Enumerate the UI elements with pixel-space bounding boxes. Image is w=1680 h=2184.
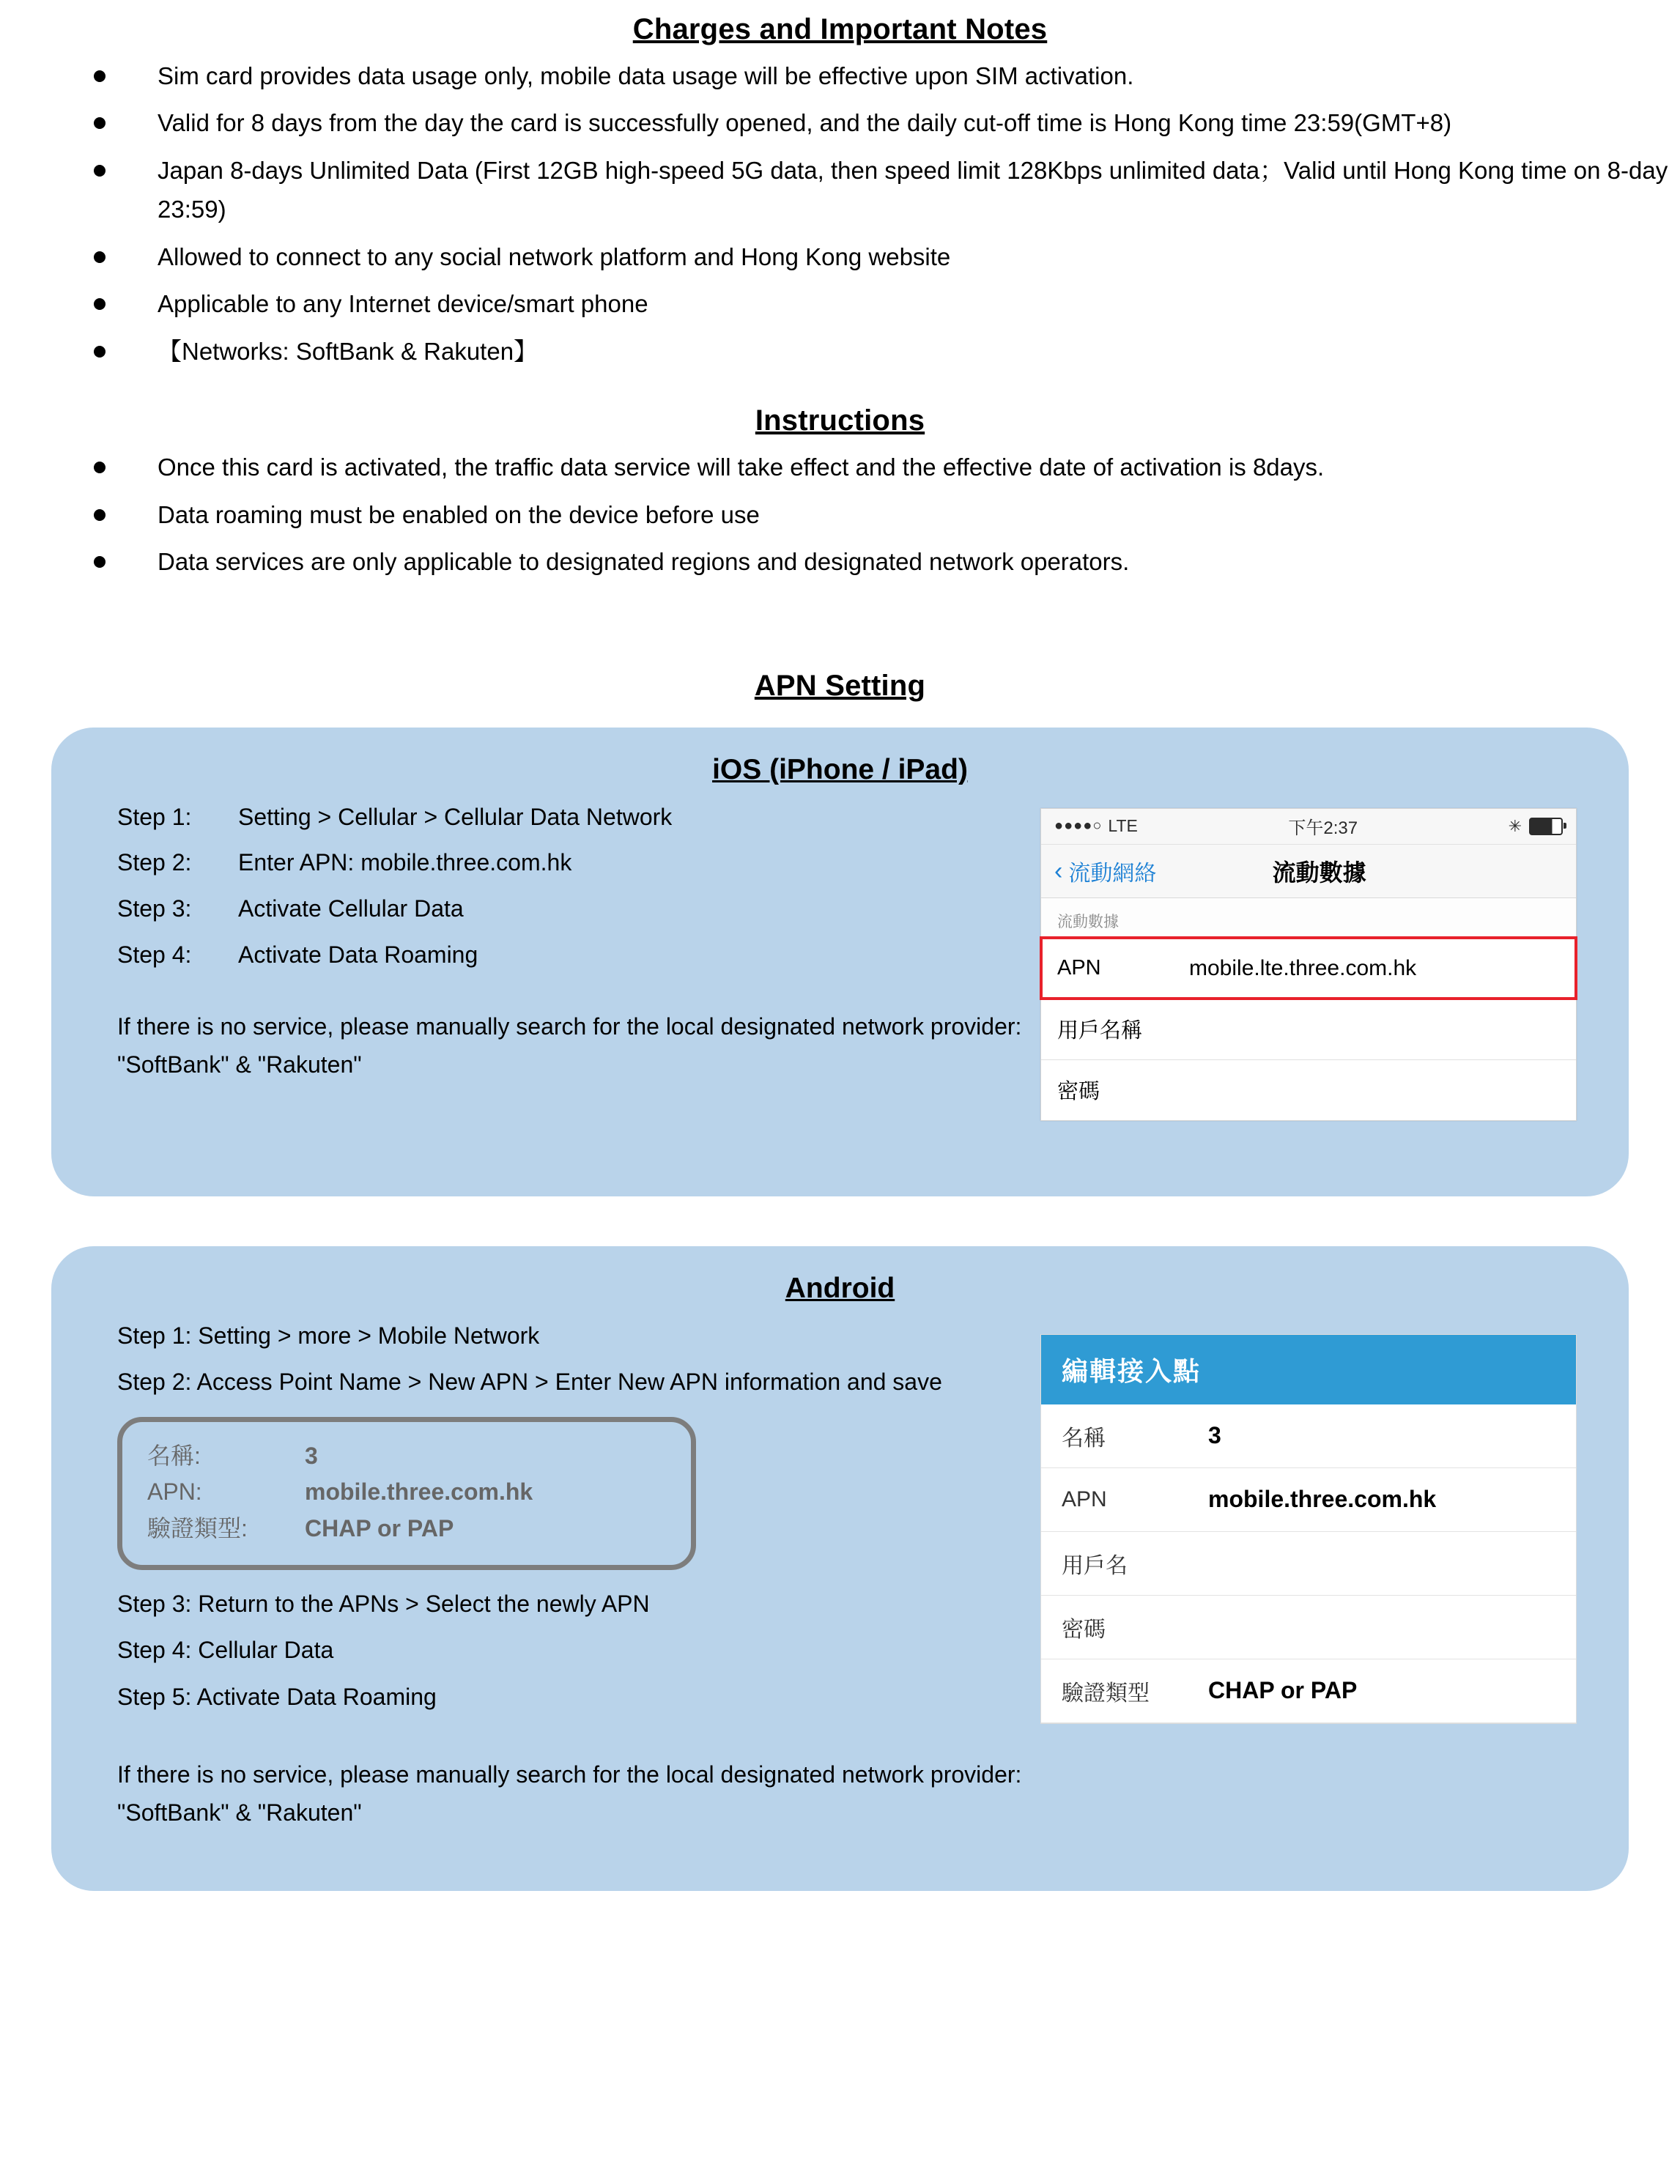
list-item bbox=[0, 448, 1680, 486]
list-item-text: Applicable to any Internet device/smart phone bbox=[158, 290, 648, 318]
android-info-apn-key: APN: bbox=[147, 1478, 202, 1506]
android-panel bbox=[51, 1246, 1629, 1891]
list-item-text: Allowed to connect to any social network platform and Hong Kong website bbox=[158, 243, 951, 270]
list-item bbox=[0, 103, 1680, 142]
android-step-5: Step 5: Activate Data Roaming bbox=[117, 1683, 437, 1710]
android-info-auth-row bbox=[147, 1511, 666, 1547]
back-button-label: 流動網絡 bbox=[1068, 861, 1157, 886]
list-item bbox=[0, 56, 1680, 95]
ios-username-row[interactable] bbox=[1041, 999, 1576, 1059]
ios-step-1 bbox=[117, 802, 1026, 832]
list-item bbox=[0, 237, 1680, 276]
android-info-name-value: 3 bbox=[305, 1442, 318, 1469]
android-no-service-note: If there is no service, please manually search for the local designated network provider: "SoftBank" & "Rakuten" bbox=[117, 1761, 1022, 1826]
android-step-2: Step 2: Access Point Name > New APN > Enter New APN information and save bbox=[117, 1369, 942, 1396]
ios-step-4 bbox=[117, 940, 1026, 970]
android-name-key: 名稱 bbox=[1062, 1426, 1106, 1451]
list-item-text: Sim card provides data usage only, mobile data usage will be effective upon SIM activation. bbox=[158, 62, 1134, 89]
android-username-key: 用戶名 bbox=[1062, 1553, 1128, 1578]
ios-nav-bar bbox=[1041, 845, 1576, 898]
android-screenshot-header: 編輯接入點 bbox=[1041, 1335, 1576, 1404]
android-info-apn-value: mobile.three.com.hk bbox=[305, 1478, 533, 1506]
ios-step-3-text: Activate Cellular Data bbox=[238, 895, 464, 922]
android-auth-key: 驗證類型 bbox=[1062, 1681, 1150, 1706]
ios-step-3 bbox=[117, 894, 1026, 924]
android-info-name-row bbox=[147, 1438, 666, 1475]
ios-no-service-note: If there is no service, please manually search for the local designated network provider: "SoftBank" & "Rakuten" bbox=[117, 1013, 1022, 1078]
ios-nav-title: 流動數據 bbox=[1272, 859, 1366, 886]
android-password-row[interactable] bbox=[1041, 1596, 1576, 1659]
ios-step-1-label: Step 1: bbox=[117, 803, 192, 830]
ios-apn-value: mobile.lte.three.com.hk bbox=[1189, 955, 1417, 980]
ios-apn-key: APN bbox=[1057, 956, 1101, 980]
list-item bbox=[0, 495, 1680, 534]
android-info-apn-row bbox=[147, 1474, 666, 1511]
android-panel-title: Android bbox=[785, 1272, 895, 1304]
android-auth-row[interactable] bbox=[1041, 1659, 1576, 1723]
list-item-text: Data services are only applicable to designated regions and designated network operators. bbox=[158, 548, 1130, 576]
ios-step-2-label: Step 2: bbox=[117, 849, 192, 876]
page-title-instructions: Instructions bbox=[755, 404, 925, 437]
ios-panel bbox=[51, 728, 1629, 1196]
charges-bullet-list bbox=[0, 56, 1680, 371]
android-step-4: Step 4: Cellular Data bbox=[117, 1637, 334, 1664]
android-name-row[interactable] bbox=[1041, 1404, 1576, 1468]
page-title-charges: Charges and Important Notes bbox=[632, 13, 1048, 45]
android-auth-value: CHAP or PAP bbox=[1208, 1677, 1358, 1704]
ios-step-2-text: Enter APN: mobile.three.com.hk bbox=[238, 849, 572, 876]
android-name-value: 3 bbox=[1208, 1422, 1221, 1449]
ios-password-key: 密碼 bbox=[1057, 1080, 1100, 1104]
android-screenshot-area bbox=[1040, 1321, 1599, 1832]
android-apn-value: mobile.three.com.hk bbox=[1208, 1486, 1437, 1513]
ios-steps bbox=[81, 802, 1026, 1121]
battery-icon bbox=[1529, 818, 1563, 835]
ios-apn-row[interactable] bbox=[1041, 938, 1576, 999]
list-item-text: Data roaming must be enabled on the device before use bbox=[158, 500, 760, 528]
carrier-label: LTE bbox=[1108, 816, 1138, 836]
ios-screenshot-area bbox=[1040, 802, 1599, 1121]
ios-step-1-text: Setting > Cellular > Cellular Data Network bbox=[238, 803, 673, 830]
back-button[interactable] bbox=[1054, 855, 1156, 887]
android-steps bbox=[81, 1321, 1026, 1832]
ios-settings-screenshot bbox=[1040, 808, 1577, 1121]
ios-username-key: 用戶名稱 bbox=[1057, 1019, 1143, 1043]
android-password-key: 密碼 bbox=[1062, 1617, 1106, 1642]
list-item bbox=[0, 284, 1680, 323]
android-edit-apn-screenshot bbox=[1040, 1334, 1577, 1724]
status-time: 下午2:37 bbox=[1288, 818, 1358, 839]
list-item bbox=[0, 542, 1680, 581]
android-apn-row[interactable] bbox=[1041, 1468, 1576, 1532]
android-apn-key: APN bbox=[1062, 1487, 1107, 1511]
ios-step-4-text: Activate Data Roaming bbox=[238, 941, 478, 969]
list-item-text: 【Networks: SoftBank & Rakuten】 bbox=[158, 337, 539, 365]
list-item-text: Valid for 8 days from the day the card is successfully opened, and the daily cut-off time is Hong Kong time 23:59(GMT+8) bbox=[158, 109, 1452, 137]
ios-password-row[interactable] bbox=[1041, 1059, 1576, 1120]
signal-dots-icon: ●●●●○ bbox=[1054, 818, 1103, 834]
android-step-3: Step 3: Return to the APNs > Select the newly APN bbox=[117, 1590, 650, 1617]
android-info-auth-key: 驗證類型: bbox=[147, 1514, 248, 1541]
ios-group-header: 流動數據 bbox=[1041, 898, 1576, 938]
list-item bbox=[0, 151, 1680, 229]
list-item-text: Once this card is activated, the traffic data service will take effect and the effective date of activation is 8days. bbox=[158, 454, 1325, 481]
ios-step-2 bbox=[117, 848, 1026, 878]
page-title-apn-setting: APN Setting bbox=[754, 669, 926, 702]
android-info-auth-value: CHAP or PAP bbox=[305, 1514, 454, 1541]
chevron-left-icon: ‹ bbox=[1054, 856, 1063, 885]
android-username-row[interactable] bbox=[1041, 1532, 1576, 1596]
instructions-bullet-list bbox=[0, 448, 1680, 581]
ios-status-bar bbox=[1041, 809, 1576, 845]
list-item bbox=[0, 332, 1680, 371]
document-page bbox=[0, 13, 1680, 2184]
android-step-1: Step 1: Setting > more > Mobile Network bbox=[117, 1322, 540, 1349]
android-info-name-key: 名稱: bbox=[147, 1442, 201, 1469]
ios-panel-title: iOS (iPhone / iPad) bbox=[712, 753, 968, 785]
ios-step-4-label: Step 4: bbox=[117, 941, 192, 969]
android-apn-info-box bbox=[117, 1417, 696, 1570]
ios-step-3-label: Step 3: bbox=[117, 895, 192, 922]
list-item-text: Japan 8-days Unlimited Data (First 12GB high-speed 5G data, then speed limit 128Kbps unlimited data；Valid until Hong Kong time on 8-day 23:59) bbox=[158, 156, 1668, 223]
bluetooth-icon: ✳ bbox=[1508, 816, 1522, 835]
